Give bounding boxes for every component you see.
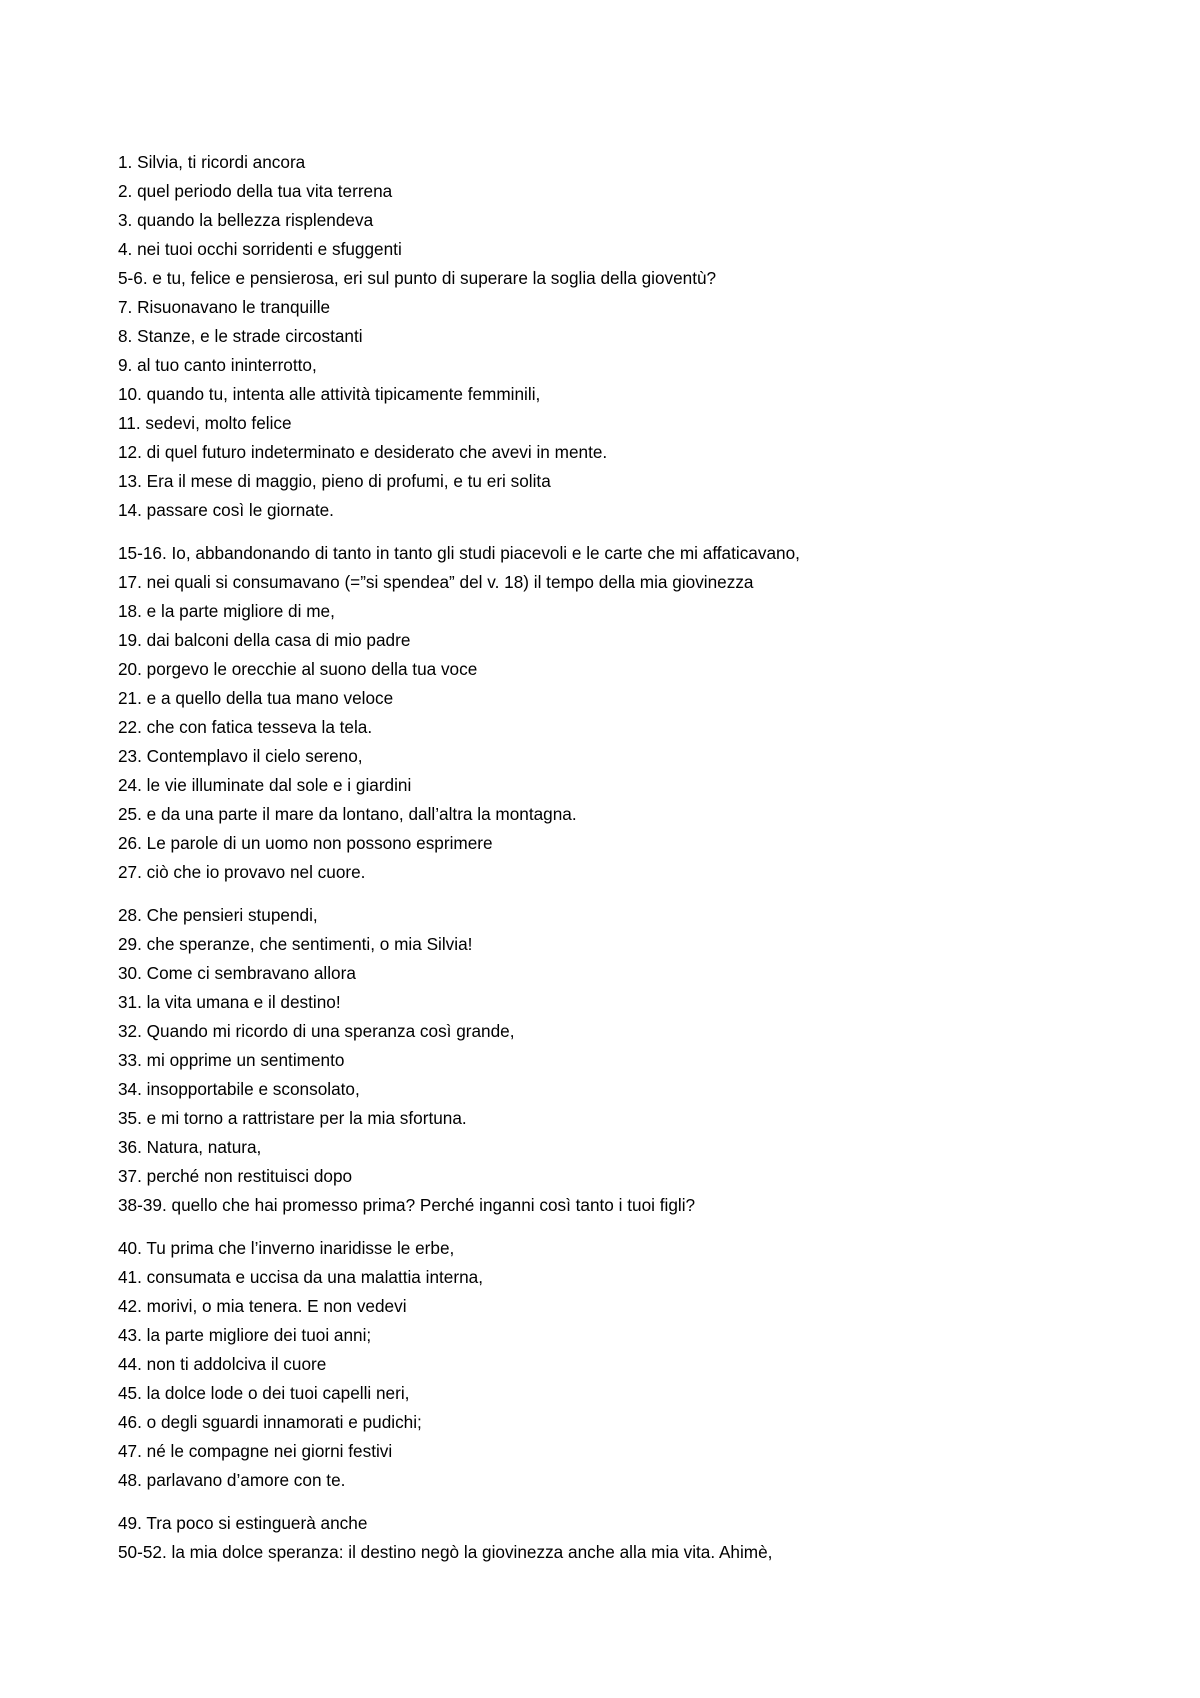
- verse-line: 43. la parte migliore dei tuoi anni;: [118, 1325, 372, 1345]
- stanza: [118, 1509, 1118, 1567]
- stanza: [118, 1234, 1118, 1495]
- stanza: [118, 539, 1118, 887]
- verse-line: 42. morivi, o mia tenera. E non vedevi: [118, 1296, 407, 1316]
- verse-line: 19. dai balconi della casa di mio padre: [118, 630, 411, 650]
- stanza: [118, 148, 1118, 525]
- verse-line: 28. Che pensieri stupendi,: [118, 905, 318, 925]
- verse-line: 11. sedevi, molto felice: [118, 413, 292, 433]
- verse-line: 44. non ti addolciva il cuore: [118, 1354, 327, 1374]
- verse-line: 2. quel periodo della tua vita terrena: [118, 181, 393, 201]
- verse-line: 33. mi opprime un sentimento: [118, 1050, 345, 1070]
- verse-line: 13. Era il mese di maggio, pieno di profumi, e tu eri solita: [118, 471, 551, 491]
- verse-line: 49. Tra poco si estinguerà anche: [118, 1513, 368, 1533]
- verse-line: 18. e la parte migliore di me,: [118, 601, 335, 621]
- stanza: [118, 901, 1118, 1220]
- verse-line: 12. di quel futuro indeterminato e desiderato che avevi in mente.: [118, 442, 608, 462]
- verse-line: 20. porgevo le orecchie al suono della tua voce: [118, 659, 478, 679]
- verse-line: 36. Natura, natura,: [118, 1137, 262, 1157]
- verse-line: 9. al tuo canto ininterrotto,: [118, 355, 317, 375]
- verse-line: 4. nei tuoi occhi sorridenti e sfuggenti: [118, 239, 402, 259]
- verse-line: 24. le vie illuminate dal sole e i giardini: [118, 775, 412, 795]
- verse-line: 5-6. e tu, felice e pensierosa, eri sul punto di superare la soglia della gioventù?: [118, 268, 717, 288]
- verse-line: 8. Stanze, e le strade circostanti: [118, 326, 363, 346]
- verse-line: 46. o degli sguardi innamorati e pudichi;: [118, 1412, 422, 1432]
- verse-line: 47. né le compagne nei giorni festivi: [118, 1441, 393, 1461]
- verse-line: 31. la vita umana e il destino!: [118, 992, 341, 1012]
- verse-line: 37. perché non restituisci dopo: [118, 1166, 353, 1186]
- verse-line: 32. Quando mi ricordo di una speranza così grande,: [118, 1021, 515, 1041]
- verse-line: 17. nei quali si consumavano (=”si spendea” del v. 18) il tempo della mia giovinezza: [118, 572, 754, 592]
- verse-line: 26. Le parole di un uomo non possono esprimere: [118, 833, 493, 853]
- poem-paraphrase-text: [118, 148, 1118, 1567]
- verse-line: 3. quando la bellezza risplendeva: [118, 210, 374, 230]
- verse-line: 35. e mi torno a rattristare per la mia sfortuna.: [118, 1108, 467, 1128]
- verse-line: 30. Come ci sembravano allora: [118, 963, 356, 983]
- verse-line: 21. e a quello della tua mano veloce: [118, 688, 394, 708]
- verse-line: 7. Risuonavano le tranquille: [118, 297, 331, 317]
- verse-line: 1. Silvia, ti ricordi ancora: [118, 152, 306, 172]
- verse-line: 40. Tu prima che l’inverno inaridisse le erbe,: [118, 1238, 455, 1258]
- verse-line: 10. quando tu, intenta alle attività tipicamente femminili,: [118, 384, 541, 404]
- verse-line: 22. che con fatica tesseva la tela.: [118, 717, 373, 737]
- verse-line: 23. Contemplavo il cielo sereno,: [118, 746, 363, 766]
- verse-line: 45. la dolce lode o dei tuoi capelli neri,: [118, 1383, 410, 1403]
- verse-line: 41. consumata e uccisa da una malattia interna,: [118, 1267, 483, 1287]
- verse-line: 25. e da una parte il mare da lontano, dall’altra la montagna.: [118, 804, 577, 824]
- verse-line: 50-52. la mia dolce speranza: il destino negò la giovinezza anche alla mia vita. Ahimè,: [118, 1542, 773, 1562]
- verse-line: 15-16. Io, abbandonando di tanto in tanto gli studi piacevoli e le carte che mi affaticavano,: [118, 543, 800, 563]
- verse-line: 38-39. quello che hai promesso prima? Perché inganni così tanto i tuoi figli?: [118, 1195, 696, 1215]
- verse-line: 29. che speranze, che sentimenti, o mia Silvia!: [118, 934, 473, 954]
- verse-line: 14. passare così le giornate.: [118, 500, 334, 520]
- verse-line: 48. parlavano d’amore con te.: [118, 1470, 346, 1490]
- verse-line: 34. insopportabile e sconsolato,: [118, 1079, 360, 1099]
- verse-line: 27. ciò che io provavo nel cuore.: [118, 862, 366, 882]
